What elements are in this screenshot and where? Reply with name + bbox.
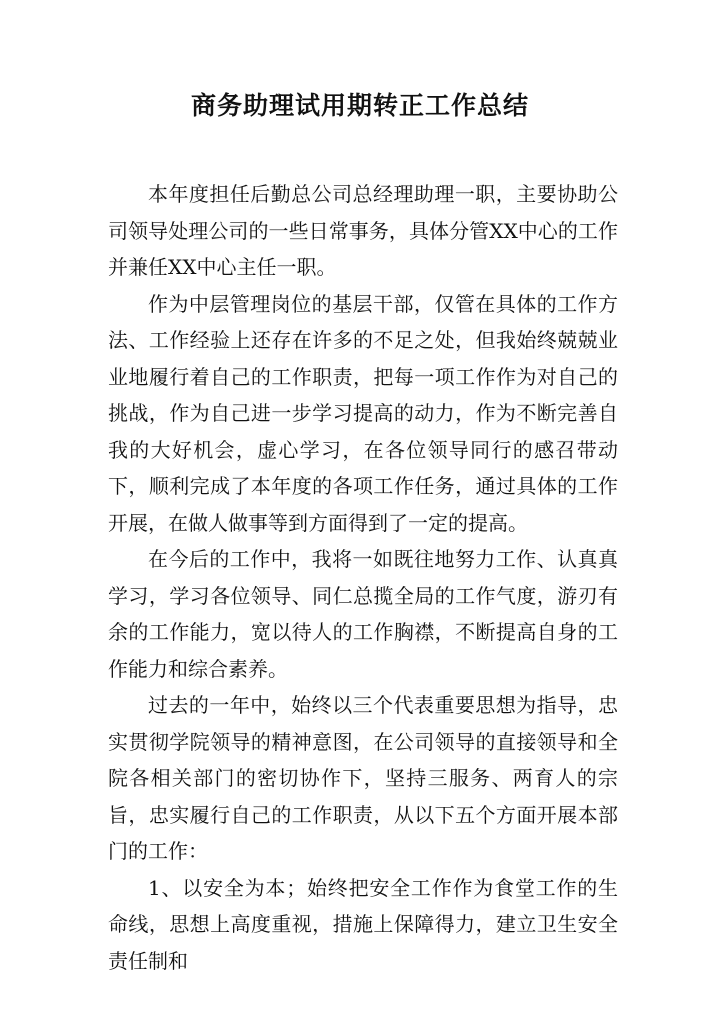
paragraph-4: 过去的一年中，始终以三个代表重要思想为指导，忠实贯彻学院领导的精神意图，在公司领导的直接领导和全院各相关部门的密切协作下，坚持三服务、两育人的宗旨，忠实履行自己的工作职责，从以下五个方面开展本部门的工作：: [108, 693, 618, 863]
document-title: 商务助理试用期转正工作总结: [190, 91, 529, 120]
paragraph-2: 作为中层管理岗位的基层干部，仅管在具体的工作方法、工作经验上还存在许多的不足之处，但我始终兢兢业业地履行着自己的工作职责，把每一项工作作为对自己的挑战，作为自己进一步学习提高的动力，作为不断完善自我的大好机会，虚心学习，在各位领导同行的感召带动下，顺利完成了本年度的各项工作任务，通过具体的工作开展，在做人做事等到方面得到了一定的提高。: [108, 291, 618, 535]
document-body: [108, 176, 618, 979]
paragraph-5: 1、以安全为本；始终把安全工作作为食堂工作的生命线，思想上高度重视，措施上保障得力，建立卫生安全责任制和: [108, 875, 618, 973]
paragraph-1: 本年度担任后勤总公司总经理助理一职，主要协助公司领导处理公司的一些日常事务，具体分管XX中心的工作并兼任XX中心主任一职。: [108, 182, 618, 279]
paragraph-3: 在今后的工作中，我将一如既往地努力工作、认真真学习，学习各位领导、同仁总揽全局的工作气度，游刃有余的工作能力，宽以待人的工作胸襟，不断提高自身的工作能力和综合素养。: [108, 547, 618, 681]
